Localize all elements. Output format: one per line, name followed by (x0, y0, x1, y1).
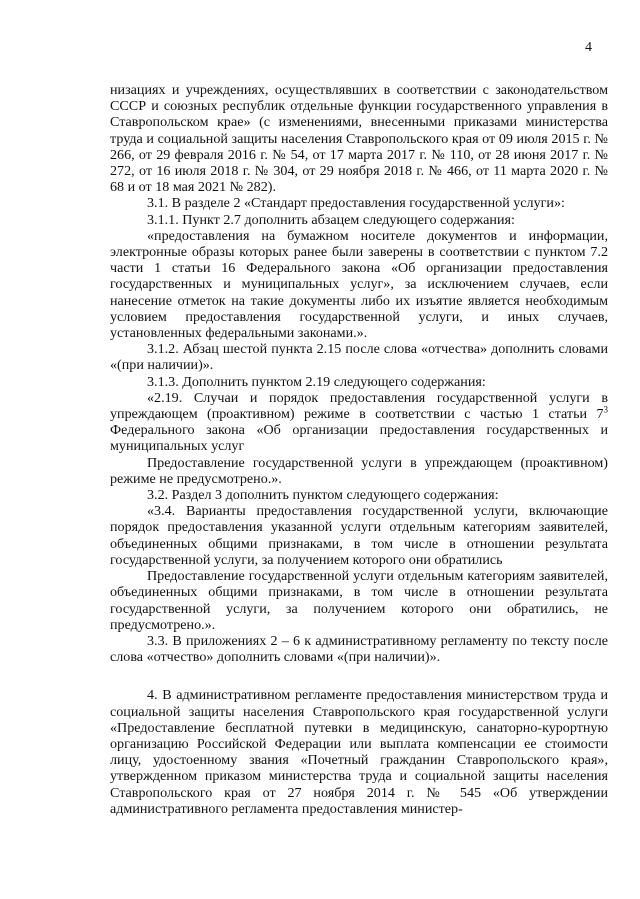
paragraph-no-variants: Предоставление государственной услуги отдельным категориям заявителей, объединенных общими признаками, в том числе в отношении результата государственной услуги, за получением которого они обратились, не предусмотрено.». (110, 568, 608, 633)
page-number: 4 (585, 40, 592, 55)
paragraph-3-2: 3.2. Раздел 3 дополнить пунктом следующего содержания: (147, 487, 499, 504)
document-body (110, 82, 608, 817)
paragraph-3-1: 3.1. В разделе 2 «Стандарт предоставления государственной услуги»: (147, 195, 565, 212)
paragraph-quote-2-19-cont: Федерального закона «Об организации предоставления государственных и муниципальных услуг (110, 422, 608, 455)
paragraph-quote-2-19 (110, 390, 608, 455)
paragraph-continuation: низациях и учреждениях, осуществлявших в соответствии с законодательством СССР и союзных республик отдельные функции государственного управления в Ставропольском крае» (с изменениями, внесенными приказами министерства труда и социальной защиты населения Ставропольского края от 09 июля 2015 г. № 266, от 29 февраля 2016 г. № 54, от 17 марта 2017 г. № 110, от 28 июня 2017 г. № 272, от 16 июля 2018 г. № 304, от 29 ноября 2018 г. № 466, от 11 марта 2020 г. № 68 и от 18 мая 2021 № 282). (110, 82, 608, 196)
paragraph-3-1-2: 3.1.2. Абзац шестой пункта 2.15 после слова «отчества» дополнить словами «(при наличии)». (110, 341, 608, 374)
paragraph-4: 4. В административном регламенте предоставления министерством труда и социальной защиты населения Ставропольского края государственной услуги «Предоставление бесплатной путевки в медицинскую, санаторно-курортную организацию Российской Федерации или выплата компенсации ее стоимости лицу, удостоенному звания «Почетный гражданин Ставропольского края», утвержденном приказом министерства труда и социальной защиты населения Ставропольского края от 27 ноября 2014 г. № 545 «Об утверждении административного регламента предоставления министер- (110, 687, 608, 817)
paragraph-3-3: 3.3. В приложениях 2 – 6 к административному регламенту по тексту после слова «отчество» дополнить словами «(при наличии)». (110, 632, 608, 666)
paragraph-3-1-3: 3.1.3. Дополнить пунктом 2.19 следующего содержания: (147, 373, 486, 390)
superscript-mark: 3 (603, 404, 608, 415)
paragraph-quote-2-7: «предоставления на бумажном носителе документов и информации, электронные образы которых ранее были заверены в соответствии с пунктом 7.2 части 1 статьи 16 Федерального закона «Об организации предоставления государственных и муниципальных услуг», за исключением случаев, если нанесение отметок на такие документы либо их изъятие является необходимым условием предоставления государственной услуги, и иных случаев, установленных федеральными законами.». (110, 227, 608, 342)
paragraph-3-1-1: 3.1.1. Пункт 2.7 дополнить абзацем следующего содержания: (147, 211, 515, 228)
paragraph-quote-2-19-text: «2.19. Случаи и порядок предоставления государственной услуги в упреждающем (проактивном) режиме в соответствии с частью 1 статьи 7 (110, 389, 608, 423)
paragraph-quote-3-4: «3.4. Варианты предоставления государственной услуги, включающие порядок предоставления указанной услуги отдельным категориям заявителей, объединенных общими признаками, в том числе в отношении результата государственной услуги, за получением которого они обратились (110, 503, 608, 568)
paragraph-no-proactive: Предоставление государственной услуги в упреждающем (проактивном) режиме не предусмотрено.». (110, 454, 608, 487)
